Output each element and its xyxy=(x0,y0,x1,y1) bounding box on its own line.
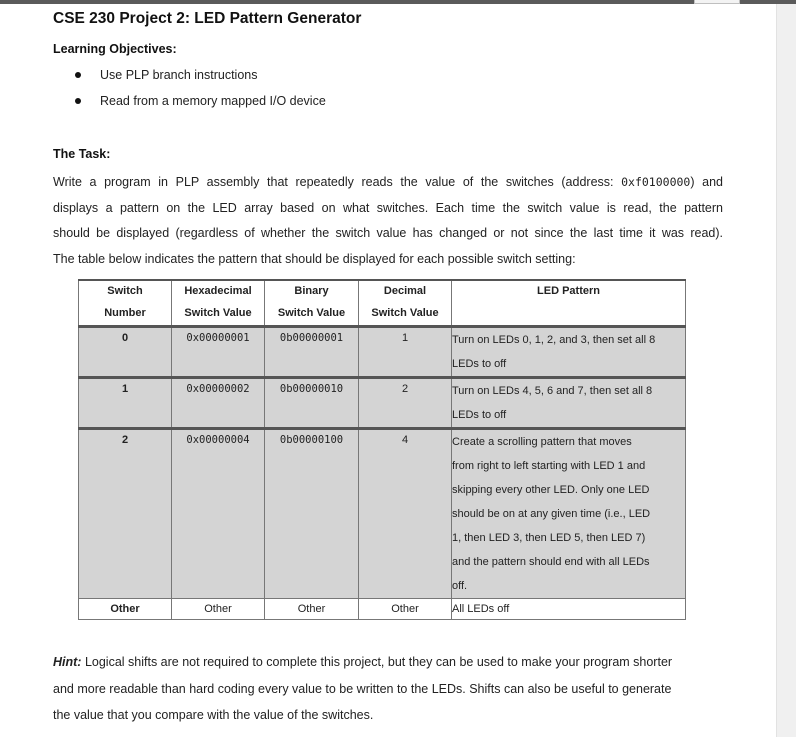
list-item xyxy=(53,92,326,118)
page-title: CSE 230 Project 2: LED Pattern Generator xyxy=(53,10,362,27)
cell-hex: 0x00000004 xyxy=(172,429,265,599)
bullet-icon xyxy=(75,98,81,104)
cell-led-pattern: Create a scrolling pattern that moves from right to left starting with LED 1 and skipping every other LED. Only one LED should be on at any given time (i.e., LED 1, then LED 3, then LED 5, then LED 7) and the pattern should end with all LEDs off. xyxy=(452,429,686,599)
task-line-2: displays a pattern on the LED array based on what switches. Each time the switch value is read, the pattern xyxy=(53,200,723,215)
cell-led-pattern: Turn on LEDs 0, 1, 2, and 3, then set all 8 LEDs to off xyxy=(452,327,686,378)
task-paragraph xyxy=(53,172,723,275)
cell-switch: 2 xyxy=(79,429,172,599)
hint-label: Hint: xyxy=(53,655,82,669)
vertical-scrollbar[interactable] xyxy=(776,4,796,737)
header-switch-number: Switch Number xyxy=(79,280,172,327)
hint-line-3: the value that you compare with the value of the switches. xyxy=(53,708,374,722)
cell-binary: 0b00000001 xyxy=(265,327,359,378)
header-hex: Hexadecimal Switch Value xyxy=(172,280,265,327)
hint-line-1 xyxy=(53,652,723,679)
table-header-row xyxy=(79,280,686,327)
cell-hex: Other xyxy=(172,599,265,620)
switch-address: 0xf0100000 xyxy=(621,175,691,189)
hint-line-2: and more readable than hard coding every value to be written to the LEDs. Shifts can also be useful to generate xyxy=(53,681,672,696)
task-heading: The Task: xyxy=(53,147,111,161)
cell-hex: 0x00000002 xyxy=(172,378,265,429)
header-decimal: Decimal Switch Value xyxy=(359,280,452,327)
cell-led-pattern: All LEDs off xyxy=(452,599,686,620)
cell-decimal: 1 xyxy=(359,327,452,378)
cell-switch: Other xyxy=(79,599,172,620)
task-line-1-pre: Write a program in PLP assembly that repeatedly reads the value of the switches (address: xyxy=(53,175,622,189)
hint-paragraph xyxy=(53,652,723,732)
header-binary: Binary Switch Value xyxy=(265,280,359,327)
task-line-1-post: ) and xyxy=(690,175,723,189)
table-row xyxy=(79,378,686,429)
pattern-table xyxy=(78,279,686,620)
cell-decimal: 2 xyxy=(359,378,452,429)
list-item xyxy=(53,66,326,92)
cell-binary: 0b00000010 xyxy=(265,378,359,429)
task-line-4: The table below indicates the pattern that should be displayed for each possible switch setting: xyxy=(53,252,576,267)
cell-binary: Other xyxy=(265,599,359,620)
table-row xyxy=(79,429,686,599)
objective-text: Use PLP branch instructions xyxy=(100,68,258,82)
task-line-1 xyxy=(53,172,723,198)
hint-line-1-text: Logical shifts are not required to complete this project, but they can be used to make your program shorter xyxy=(81,655,673,669)
table-row xyxy=(79,599,686,620)
cell-hex: 0x00000001 xyxy=(172,327,265,378)
task-line-3: should be displayed (regardless of whether the switch value has changed or not since the last time it was read). xyxy=(53,226,723,241)
window-tab[interactable] xyxy=(694,0,740,4)
cell-decimal: Other xyxy=(359,599,452,620)
table-row xyxy=(79,327,686,378)
header-led-pattern: LED Pattern xyxy=(452,280,686,327)
cell-binary: 0b00000100 xyxy=(265,429,359,599)
bullet-icon xyxy=(75,72,81,78)
cell-led-pattern: Turn on LEDs 4, 5, 6 and 7, then set all 8 LEDs to off xyxy=(452,378,686,429)
objectives-heading: Learning Objectives: xyxy=(53,42,177,56)
cell-decimal: 4 xyxy=(359,429,452,599)
objective-text: Read from a memory mapped I/O device xyxy=(100,94,326,108)
cell-switch: 0 xyxy=(79,327,172,378)
window-top-bar xyxy=(0,0,796,4)
objectives-list xyxy=(53,66,326,118)
cell-switch: 1 xyxy=(79,378,172,429)
